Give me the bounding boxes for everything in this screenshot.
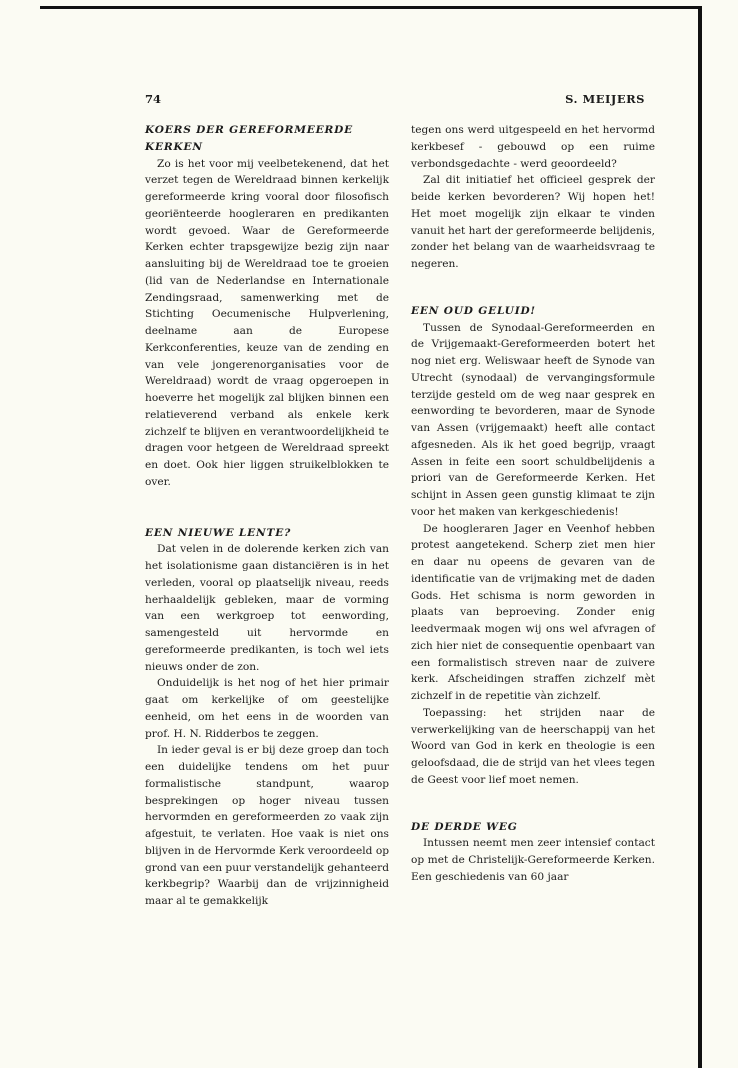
scan-border-right	[698, 6, 702, 1068]
running-head-author: S. MEIJERS	[565, 92, 645, 106]
section-heading-koers: KOERS DER GEREFORMEERDE KERKEN	[145, 124, 354, 153]
page-number: 74	[145, 92, 162, 106]
scan-border-top	[40, 6, 702, 9]
paragraph: Zo is het voor mij veelbetekenend, dat het verzet tegen de Wereldraad binnen kerkelijk gereformeerde kring vooral door filosofisch georiënteerde hoogleraren en predikanten wordt gevoed. Waar de Gereformeerde Kerken echter trapsgewijze bezig zijn naar aansluiting bij de Wereldraad toe te groeien (lid van de Nederlandse en Internationale Zendingsraad, samenwerking met de Stichting Oecumenische Hulpverlening, deelname aan de Europese Kerkconferenties, keuze van de zending en van vele jongerenorganisaties voor de Wereldraad) wordt de vraag opgeroepen in hoeverre het mogelijk zal blijken binnen een relatieverend verband als enkele kerk zichzelf te blijven en verantwoordelijkheid te dragen voor hetgeen de Wereldraad spreekt en doet. Ook hier liggen struikelblokken te over.	[145, 157, 389, 488]
paragraph: Tussen de Synodaal-Gereformeerden en de Vrijgemaakt-Gereformeerden botert het nog niet erg. Weliswaar heeft de Synode van Utrecht (synodaal) de vervangingsformule terzijde gesteld om de weg naar gesprek en eenwording te bevorderen, maar de Synode van Assen (vrijgemaakt) heeft alle contact afgesneden. Als ik het goed begrijp, vraagt Assen in feite een soort schuldbelijdenis a priori van de Gereformeerde Kerken. Het schijnt in Assen geen gunstig klimaat te zijn voor het maken van kerkgeschiedenis!	[411, 321, 655, 518]
section-heading-oud-geluid: EEN OUD GELUID!	[411, 304, 536, 317]
paragraph: Toepassing: het strijden naar de verwerkelijking van de heerschappij van het Woord van God in kerk en theologie is een geloofsdaad, die de strijd van het vlees tegen de Geest voor lief moet nemen.	[411, 706, 655, 786]
left-column	[145, 122, 389, 910]
page-header	[145, 92, 645, 110]
right-column	[411, 122, 655, 886]
paragraph: De hoogleraren Jager en Veenhof hebben protest aangetekend. Scherp ziet men hier en daar nu opeens de gevaren van de identificatie van de vrijmaking met de daden Gods. Het schisma is norm geworden in plaats van beproeving. Zonder enig leedvermaak mogen wij ons wel afvragen of zich hier niet de consequentie openbaart van een formalistisch streven naar de zuivere kerk. Afscheidingen straffen zichzelf mèt zichzelf in de repetitie vàn zichzelf.	[411, 522, 655, 702]
paragraph: In ieder geval is er bij deze groep dan toch een duidelijke tendens om het puur formalistische standpunt, waarop besprekingen op hoger niveau tussen hervormden en gereformeerden zo vaak zijn afgestuit, te verlaten. Hoe vaak is niet ons blijven in de Hervormde Kerk veroordeeld op grond van een puur verstandelijk gehanteerd kerkbegrip? Waarbij dan de vrijzinnigheid maar al te gemakkelijk	[145, 744, 389, 907]
paragraph: Intussen neemt men zeer intensief contact op met de Christelijk-Gereformeerde Kerken. Een geschiedenis van 60 jaar	[411, 837, 655, 883]
paragraph: Onduidelijk is het nog of het hier primair gaat om kerkelijke of om geestelijke eenheid, om het eens in de woorden van prof. H. N. Ridderbos te zeggen.	[145, 677, 389, 740]
paragraph: Dat velen in de dolerende kerken zich van het isolationisme gaan distanciëren is in het verleden, vooral op plaatselijk niveau, reeds herhaaldelijk gebleken, maar de vorming van een werkgroep tot eenwording, samengesteld uit hervormde en gereformeerde predikanten, is toch wel iets nieuws onder de zon.	[145, 543, 389, 673]
section-heading-derde-weg: DE DERDE WEG	[411, 820, 518, 833]
section-heading-nieuwe-lente: EEN NIEUWE LENTE?	[145, 526, 292, 539]
paragraph: Zal dit initiatief het officieel gesprek der beide kerken bevorderen? Wij hopen het! Het moet mogelijk zijn elkaar te vinden vanuit het hart der gereformeerde belijdenis, zonder het belang van de waarheidsvraag te negeren.	[411, 174, 655, 270]
paragraph-continued: tegen ons werd uitgespeeld en het hervormd kerkbesef - gebouwd op een ruime verbondsgedachte - werd geoordeeld?	[411, 124, 655, 170]
